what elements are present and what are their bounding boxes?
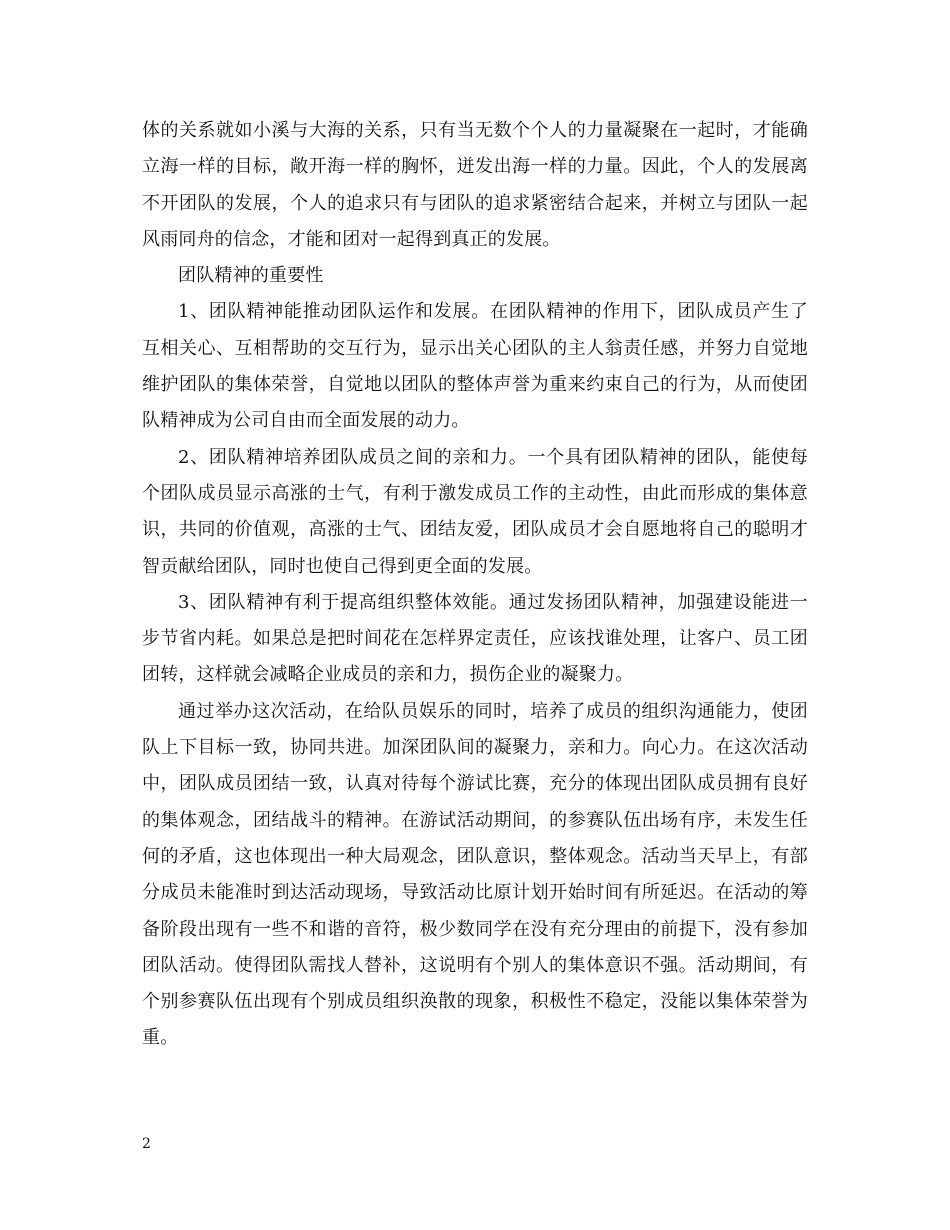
paragraph-activity-summary: 通过举办这次活动，在给队员娱乐的同时，培养了成员的组织沟通能力，使团队上下目标一致，协同共进。加深团队间的凝聚力，亲和力。向心力。在这次活动中，团队成员团结一致，认真对待每个游试比赛，充分的体现出团队成员拥有良好的集体观念，团结战斗的精神。在游试活动期间，的参赛队伍出场有序，未发生任何的矛盾，这也体现出一种大局观念，团队意识，整体观念。活动当天早上，有部分成员未能准时到达活动现场，导致活动比原计划开始时间有所延迟。在活动的筹备阶段出现有一些不和谐的音符，极少数同学在没有充分理由的前提下，没有参加团队活动。使得团队需找人替补，这说明有个别人的集体意识不强。活动期间，有个别参赛队伍出现有个别成员组织涣散的现象，积极性不稳定，没能以集体荣誉为重。 [142, 700, 808, 1049]
paragraph-point-1: 1、团队精神能推动团队运作和发展。在团队精神的作用下，团队成员产生了互相关心、互相帮助的交互行为，显示出关心团队的主人翁责任感，并努力自觉地维护团队的集体荣誉，自觉地以团队的整体声誉为重来约束自己的行为，从而使团队精神成为公司自由而全面发展的动力。 [142, 301, 808, 432]
section-heading-importance: 团队精神的重要性 [178, 265, 324, 287]
paragraph-continuation: 体的关系就如小溪与大海的关系，只有当无数个个人的力量凝聚在一起时，才能确立海一样的目标，敞开海一样的胸怀，迸发出海一样的力量。因此，个人的发展离不开团队的发展，个人的追求只有与团队的追求紧密结合起来，并树立与团队一起风雨同舟的信念，才能和团对一起得到真正的发展。 [142, 120, 808, 250]
body-text [142, 113, 808, 1057]
paragraph-point-3: 3、团队精神有利于提高组织整体效能。通过发扬团队精神，加强建设能进一步节省内耗。如果总是把时间花在怎样界定责任，应该找谁处理，让客户、员工团团转，这样就会减略企业成员的亲和力，损伤企业的凝聚力。 [142, 591, 808, 686]
paragraph-point-2: 2、团队精神培养团队成员之间的亲和力。一个具有团队精神的团队，能使每个团队成员显示高涨的士气，有利于激发成员工作的主动性，由此而形成的集体意识，共同的价值观，高涨的士气、团结友爱，团队成员才会自愿地将自己的聪明才智贡献给团队，同时也使自己得到更全面的发展。 [142, 446, 808, 577]
page-number: 2 [142, 1136, 151, 1152]
